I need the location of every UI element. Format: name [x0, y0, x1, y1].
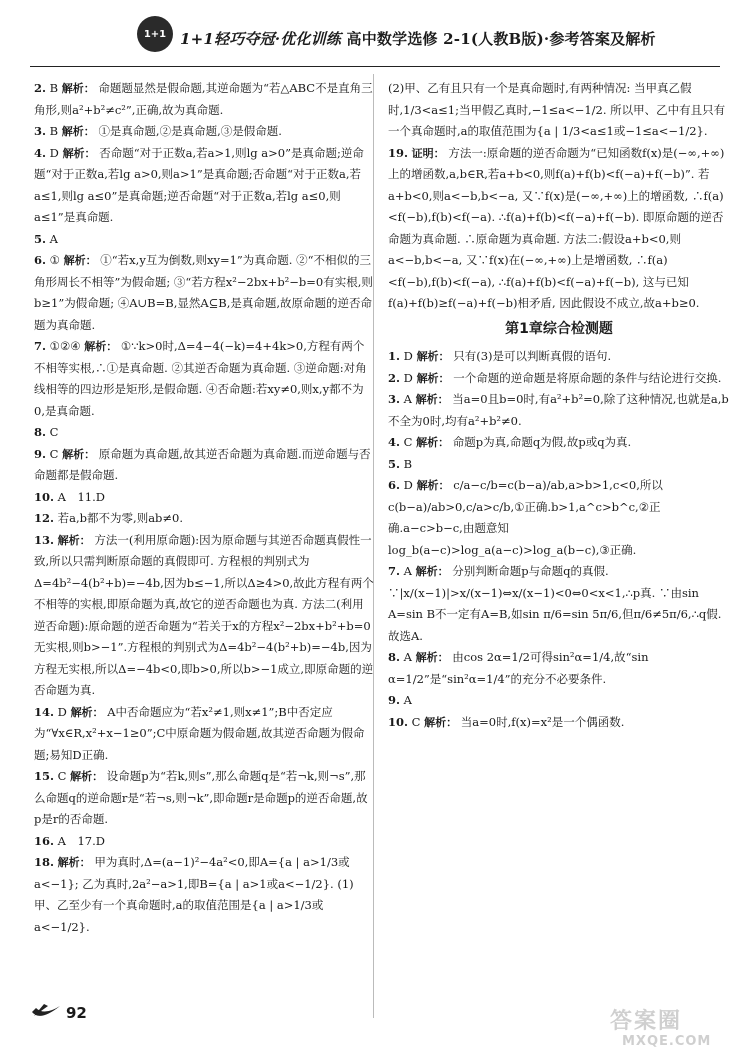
entry-text: 甲为真时,Δ=(a−1)²−4a²<0,即A={a | a>1/3或a<−1}; 乙为真时,2a²−a>1,即B={a | a>1或a<−1/2}. (1)甲、乙至少有一个真命题时,a的取值范围是{a | a>1/3或a<−1/2}.	[34, 855, 354, 934]
answer-entry	[34, 702, 374, 767]
entry-text: 命题p为真,命题q为假,故p或q为真.	[452, 435, 632, 449]
answer-entry	[34, 143, 374, 229]
entry-number: 6.	[34, 253, 47, 267]
entry-number: 15.	[34, 769, 55, 783]
entry-text: 当a=0时,f(x)=x²是一个偶函数.	[460, 714, 625, 729]
entry-text: c/a−c/b=c(b−a)/ab,a>b>1,c<0,所以c(b−a)/ab>0,c/a>c/b,①正确.b>1,a^c>b^c,②正确.a−c>b−c,由题意知log_b(a−c)>log_a(a−c)>log_a(b−c),③正确.	[388, 478, 663, 557]
answer-entry	[34, 530, 374, 702]
entry-answer: C	[411, 714, 421, 729]
answer-entry	[388, 346, 730, 368]
entry-label: 解析：	[416, 436, 450, 449]
entry-number: 3.	[34, 124, 47, 138]
entry-text: 设命题p为“若k,则s”,那么命题q是“若¬k,则¬s”,那么命题q的逆命题r是“若¬s,则¬k”,即命题r是命题p的逆否命题,故p是r的否命题.	[34, 769, 368, 826]
entry-number: 13.	[34, 532, 55, 547]
entry-number: 8.	[34, 425, 47, 439]
entry-answer: D	[57, 704, 67, 719]
entry-label: 证明：	[411, 146, 445, 160]
entry-number: 2.	[34, 81, 47, 95]
entry-answer: C	[49, 446, 59, 461]
answer-entry	[34, 831, 374, 853]
entry-label: 解析：	[416, 479, 450, 492]
answer-entry	[34, 487, 374, 509]
entry-number: 16.	[34, 833, 55, 848]
entry-text: 方法一(利用原命题):因为原命题与其逆否命题真假性一致,所以只需判断原命题的真假即可. 方程根的判别式为Δ=4b²−4(b²+b)=−4b,因为b≤−1,所以Δ≥4>0,故此方程有两个不相等的实根,即原命题为真,故它的逆否命题也为真. 方法二(利用逆否命题):原命题的逆否命题为“若关于x的方程x²−2bx+b²+b=0无实根,则b>−1”.方程根的判别式为Δ=4b²−4(b²+b)=−4b,因为方程无实根,所以Δ=−4b<0,即b>0,所以b>−1成立,即原命题的逆否命题为真.	[34, 532, 374, 697]
entry-answer: B	[49, 124, 59, 138]
right-column-top	[388, 78, 730, 315]
entry-label: 解析：	[61, 82, 95, 95]
entry-number: 5.	[34, 231, 47, 246]
entry-answer: C	[49, 425, 59, 439]
entry-number: 2.	[388, 370, 401, 385]
entry-text: 由cos 2α=1/2可得sin²α=1/4,故“sin α=1/2”是“sin²α=1/4”的充分不必要条件.	[388, 650, 649, 686]
entry-answer: D	[49, 145, 59, 160]
entry-text: 否命题“对于正数a,若a>1,则lg a>0”是真命题;逆命题“对于正数a,若lg a>0,则a>1”是真命题;否命题“对于正数a,若a≤1,则lg a≤0”是真命题;逆否命题“对于正数a,若lg a≤0,则a≤1”是真命题.	[34, 145, 364, 224]
answer-entry	[34, 508, 374, 530]
answer-entry	[388, 690, 730, 712]
entry-number: 12.	[34, 511, 55, 525]
entry-number: 4.	[388, 435, 401, 449]
entry-label: 解析：	[63, 254, 97, 267]
entry-answer: A	[403, 392, 412, 406]
entry-label: 解析：	[415, 393, 449, 406]
entry-answer: A	[403, 564, 412, 578]
entry-number: 5.	[388, 456, 401, 471]
entry-number: 9.	[34, 446, 47, 461]
entry-text: (2)甲、乙有且只有一个是真命题时,有两种情况: 当甲真乙假时,1/3<a≤1;当甲假乙真时,−1≤a<−1/2. 所以甲、乙中有且只有一个真命题时,a的取值范围为{a | 1/3<a≤1或−1≤a<−1/2}.	[388, 81, 726, 138]
header-rule	[30, 66, 720, 67]
page-number: 92	[66, 1004, 87, 1022]
entry-text: 一个命题的逆命题是将原命题的条件与结论进行交换.	[453, 370, 722, 385]
entry-label: 解析：	[57, 856, 91, 869]
entry-text: ①是真命题,②是真命题,③是假命题.	[98, 124, 282, 138]
footer-swoosh-icon	[30, 998, 64, 1022]
entry-number: 1.	[388, 349, 401, 363]
entry-text: ①∵k>0时,Δ=4−4(−k)=4+4k>0,方程有两个不相等实根,∴①是真命题. ②其逆否命题为真命题. ③逆命题:对角线相等的四边形是矩形,是假命题. ④否命题:若xy≠0,则x,y都不为0,是真命题.	[34, 339, 367, 418]
entry-label: 解析：	[416, 350, 450, 363]
watermark-url: MXQE.COM	[622, 1034, 712, 1049]
answer-entry	[34, 121, 374, 143]
entry-answer: D	[403, 370, 413, 385]
entry-text: ①“若x,y互为倒数,则xy=1”为真命题. ②“不相似的三角形周长不相等”为假命题; ③“若方程x²−2bx+b²−b=0有实根,则b≥1”为假命题; ④A∪B=B,显然A⊆B,是真命题,故原命题的逆否命题为真命题.	[34, 253, 373, 332]
answer-entry	[34, 250, 374, 336]
entry-number: 19.	[388, 145, 409, 160]
entry-label: 解析：	[70, 705, 104, 719]
entry-answer: A	[403, 693, 412, 707]
entry-text: 当a=0且b=0时,有a²+b²=0,除了这种情况,也就是a,b不全为0时,均有a²+b²≠0.	[388, 392, 729, 428]
answer-entry	[388, 432, 730, 454]
answer-entry	[388, 368, 730, 390]
right-column-bottom	[388, 346, 730, 733]
entry-number: 18.	[34, 855, 55, 869]
entry-number: 8.	[388, 650, 401, 664]
answer-entry	[34, 852, 374, 938]
answer-entry	[34, 766, 374, 831]
answer-entry	[388, 647, 730, 690]
right-column	[388, 78, 730, 733]
left-column	[34, 78, 374, 938]
watermark: 答案圈	[610, 1009, 683, 1034]
entry-answer: ①②④	[49, 339, 81, 353]
entry-number: 10.	[34, 489, 55, 504]
entry-answer: C	[403, 435, 413, 449]
answer-entry	[34, 336, 374, 422]
entry-text: A中否命题应为“若x²≠1,则x≠1”;B中否定应为“∀x∈R,x²+x−1≥0”;C中原命题为假命题,故其逆否命题为假命题;易知D正确.	[34, 704, 365, 762]
header-title	[180, 28, 656, 49]
entry-number: 7.	[34, 339, 47, 353]
entry-number: 14.	[34, 704, 55, 719]
brand-logo	[137, 16, 173, 52]
answer-entry	[388, 561, 730, 647]
entry-answer: A 17.D	[57, 833, 105, 848]
entry-answer: B	[403, 456, 413, 471]
entry-answer: B	[49, 81, 59, 95]
answer-entry	[388, 712, 730, 734]
entry-label: 解析：	[61, 125, 95, 138]
answer-entry	[34, 229, 374, 251]
entry-text: 原命题为真命题,故其逆否命题为真命题.而逆命题与否命题都是假命题.	[34, 446, 371, 482]
entry-label: 解析：	[415, 651, 449, 664]
entry-label: 解析：	[62, 447, 96, 461]
entry-number: 10.	[388, 714, 409, 729]
entry-answer: A	[49, 231, 58, 246]
entry-label: 解析：	[416, 371, 450, 385]
entry-text: 只有(3)是可以判断真假的语句.	[453, 349, 612, 363]
answer-entry	[34, 444, 374, 487]
section-title: 第1章综合检测题	[505, 320, 613, 337]
entry-answer: A 11.D	[57, 489, 105, 504]
answer-entry	[388, 389, 730, 432]
answer-entry	[34, 422, 374, 444]
entry-text: 命题题显然是假命题,其逆命题为“若△ABC不是直角三角形,则a²+b²≠c²”,正确,故为真命题.	[34, 81, 373, 117]
entry-answer: A	[403, 650, 412, 664]
entry-text: 分别判断命题p与命题q的真假. ∵|x/(x−1)|>x/(x−1)⇔x/(x−1)<0⇔0<x<1,∴p真. ∵由sin A=sin B不一定有A=B,如sin π/6=sin 5π/6,但π/6≠5π/6,∴q假.故选A.	[388, 564, 722, 643]
header-brand: 1+1轻巧夺冠·优化训练	[180, 30, 342, 48]
brand-logo-text: 1+1	[143, 28, 167, 40]
entry-label: 解析：	[57, 533, 91, 547]
entry-answer: C	[57, 769, 67, 783]
answer-entry	[34, 78, 374, 121]
page-header	[0, 0, 750, 78]
answer-entry	[388, 454, 730, 476]
entry-number: 6.	[388, 478, 401, 492]
entry-label: 解析：	[424, 715, 458, 729]
entry-text: 若a,b都不为零,则ab≠0.	[57, 511, 184, 525]
answer-entry	[388, 78, 730, 143]
entry-number: 9.	[388, 693, 401, 707]
entry-label: 解析：	[415, 565, 449, 578]
entry-label: 解析：	[70, 770, 104, 783]
entry-answer: D	[403, 478, 413, 492]
entry-number: 3.	[388, 392, 401, 406]
entry-text: 方法一:原命题的逆否命题为“已知函数f(x)是(−∞,+∞)上的增函数,a,b∈R,若a+b<0,则f(a)+f(b)<f(−a)+f(−b)”. 若a+b<0,则a<−b,b<−a, 又∵f(x)是(−∞,+∞)上的增函数, ∴f(a)<f(−b),f(b)<f(−a). ∴f(a)+f(b)<f(−a)+f(−b). 即原命题的逆否命题为真命题. ∴原命题为真命题. 方法二:假设a+b<0,则a<−b,b<−a, 又∵f(x)在(−∞,+∞)上是增函数, ∴f(a)<f(−b),f(b)<f(−a), ∴f(a)+f(b)<f(−a)+f(−b), 这与已知f(a)+f(b)≥f(−a)+f(−b)相矛盾, 因此假设不成立,故a+b≥0.	[388, 145, 725, 310]
entry-label: 解析：	[62, 146, 96, 160]
header-subtitle: 高中数学选修 2-1(人教B版)·参考答案及解析	[346, 30, 656, 48]
entry-number: 7.	[388, 564, 401, 578]
entry-number: 4.	[34, 145, 47, 160]
entry-answer: D	[403, 349, 413, 363]
answer-entry	[388, 143, 730, 315]
answer-entry	[388, 475, 730, 561]
entry-label: 解析：	[84, 340, 118, 353]
entry-answer: ①	[49, 253, 60, 267]
